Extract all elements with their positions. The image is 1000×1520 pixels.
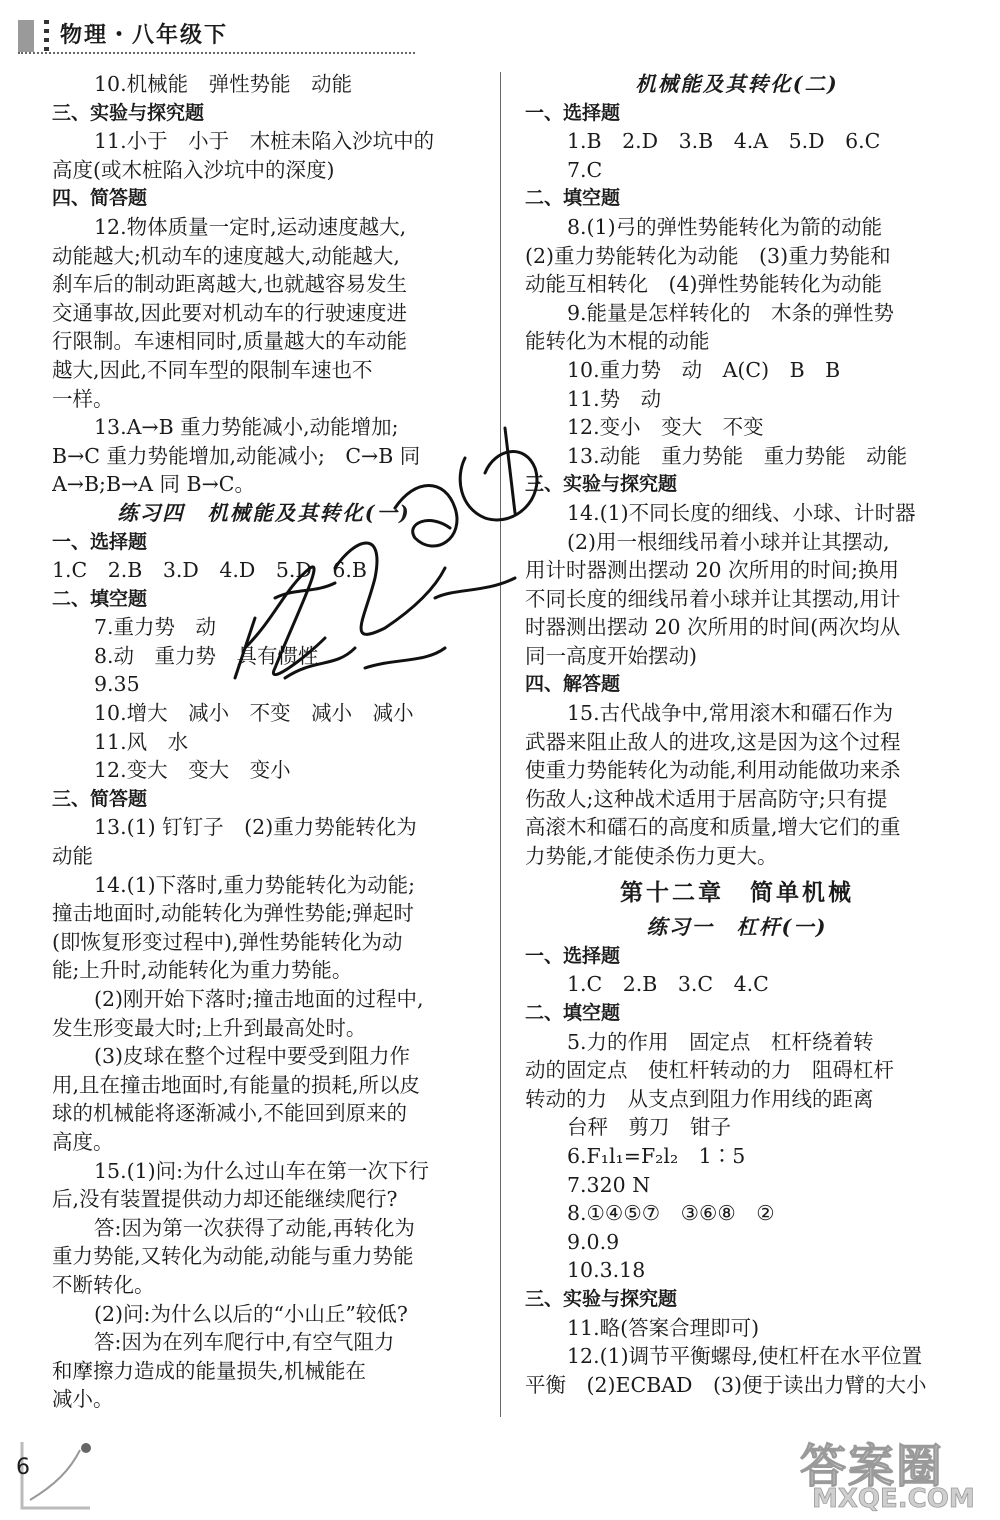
column-divider bbox=[500, 72, 501, 1417]
answer-line: 10.3.18 bbox=[567, 1258, 646, 1283]
answer-line: 1.C 2.B 3.C 4.C bbox=[567, 972, 769, 997]
answer-line: 8.(1)弓的弹性势能转化为箭的动能 bbox=[567, 214, 883, 239]
answer-line: 5.力的作用 固定点 杠杆绕着转 bbox=[567, 1029, 874, 1054]
answer-line: 8.动 重力势 具有惯性 bbox=[94, 643, 319, 668]
answer-line: 11.势 动 bbox=[567, 386, 662, 411]
answer-line: (2)用一根细线吊着小球并让其摆动, bbox=[567, 529, 890, 554]
answer-line: 用计时器测出摆动 20 次所用的时间;换用 bbox=[525, 558, 900, 583]
answer-line: 12.物体质量一定时,运动速度越大, bbox=[94, 214, 407, 239]
section-heading: 二、填空题 bbox=[525, 1002, 621, 1024]
answer-line: B→C 重力势能增加,动能减小; C→B 同 bbox=[52, 443, 421, 468]
answer-line: 撞击地面时,动能转化为弹性势能;弹起时 bbox=[52, 901, 414, 926]
section-heading: 二、填空题 bbox=[52, 587, 148, 610]
section-heading: 一、选择题 bbox=[52, 530, 148, 553]
watermark-sub: MXQE.COM bbox=[812, 1484, 975, 1514]
answer-line: 用,且在撞击地面时,有能量的损耗,所以皮 bbox=[52, 1072, 421, 1097]
answer-line: 10.增大 减小 不变 减小 减小 bbox=[94, 701, 414, 726]
answer-line: 1.C 2.B 3.D 4.D 5.D 6.B bbox=[52, 558, 367, 583]
section-heading: 三、实验与探究题 bbox=[52, 101, 205, 124]
answer-line: 动的固定点 使杠杆转动的力 阻碍杠杆 bbox=[525, 1058, 894, 1083]
answer-line: 台秤 剪刀 钳子 bbox=[567, 1115, 731, 1140]
chapter-title: 第十二章 简单机械 bbox=[620, 879, 854, 906]
answer-line: (即恢复形变过程中),弹性势能转化为动 bbox=[52, 929, 403, 954]
exercise-title: 练习四 机械能及其转化(一) bbox=[117, 500, 411, 525]
answer-line: 7.重力势 动 bbox=[94, 615, 217, 640]
answer-line: 平衡 (2)ECBAD (3)便于读出力臂的大小 bbox=[525, 1372, 927, 1397]
answer-line: 越大,因此,不同车型的限制车速也不 bbox=[52, 357, 373, 382]
section-heading: 三、实验与探究题 bbox=[525, 1287, 678, 1310]
answer-line: 11.风 水 bbox=[94, 729, 189, 754]
header-rule bbox=[18, 52, 415, 54]
answer-line: 8.①④⑤⑦ ③⑥⑧ ② bbox=[567, 1201, 775, 1226]
answer-line: 不同长度的细线吊着小球并让其摆动,用计 bbox=[525, 586, 901, 611]
section-heading: 二、填空题 bbox=[525, 187, 621, 210]
answer-line: 11.略(答案合理即可) bbox=[567, 1315, 760, 1340]
answer-line: 10.重力势 动 A(C) B B bbox=[567, 357, 841, 382]
answer-line: 不断转化。 bbox=[52, 1272, 155, 1297]
answer-line: 13.A→B 重力势能减小,动能增加; bbox=[94, 415, 399, 440]
answer-line: 14.(1)下落时,重力势能转化为动能; bbox=[94, 872, 416, 897]
answer-line: 动能互相转化 (4)弹性势能转化为动能 bbox=[525, 272, 883, 297]
header-title: 物理・八年级下 bbox=[60, 22, 229, 48]
answer-line: 一样。 bbox=[52, 386, 114, 411]
answer-line: 时器测出摆动 20 次所用的时间(两次均从 bbox=[525, 615, 901, 640]
corner-decoration-icon bbox=[20, 1440, 100, 1510]
answer-line: (2)问:为什么以后的“小山丘”较低? bbox=[94, 1301, 408, 1326]
answer-line: 同一高度开始摆动) bbox=[525, 643, 697, 668]
answer-line: (2)刚开始下落时;撞击地面的过程中, bbox=[94, 987, 424, 1011]
answer-line: 动能 bbox=[52, 844, 93, 869]
section-heading: 三、实验与探究题 bbox=[525, 473, 678, 496]
answer-line: 高滚木和礌石的高度和质量,增大它们的重 bbox=[525, 815, 901, 840]
page-header bbox=[0, 0, 1000, 60]
answer-line: 交通事故,因此要对机动车的行驶速度进 bbox=[52, 300, 408, 325]
answer-line: 12.(1)调节平衡螺母,使杠杆在水平位置 bbox=[567, 1344, 923, 1369]
answer-line: 12.变大 变大 变小 bbox=[94, 758, 291, 783]
answer-line: 7.C bbox=[567, 157, 603, 182]
answer-line: 12.变小 变大 不变 bbox=[567, 415, 764, 440]
right-column bbox=[525, 70, 949, 1399]
answer-line: 动能越大;机动车的速度越大,动能越大, bbox=[52, 243, 400, 268]
answer-line: (2)重力势能转化为动能 (3)重力势能和 bbox=[525, 243, 891, 268]
answer-line: 发生形变最大时;上升到最高处时。 bbox=[52, 1015, 367, 1040]
answer-line: 武器来阻止敌人的进攻,这是因为这个过程 bbox=[525, 729, 901, 754]
answer-line: 9.0.9 bbox=[567, 1229, 620, 1254]
answer-line: 1.B 2.D 3.B 4.A 5.D 6.C bbox=[567, 129, 881, 154]
answer-line: 15.古代战争中,常用滚木和礌石作为 bbox=[567, 701, 894, 726]
answer-line: 10.机械能 弹性势能 动能 bbox=[94, 72, 353, 96]
answer-line: 13.动能 重力势能 重力势能 动能 bbox=[567, 443, 908, 468]
answer-line: 能转化为木棍的动能 bbox=[525, 329, 710, 354]
header-dots-decoration bbox=[44, 20, 49, 54]
answer-line: 14.(1)不同长度的细线、小球、计时器 bbox=[567, 500, 916, 525]
answer-line: 能;上升时,动能转化为重力势能。 bbox=[52, 958, 353, 983]
section-heading: 三、简答题 bbox=[52, 787, 148, 810]
answer-line: 和摩擦力造成的能量损失,机械能在 bbox=[52, 1358, 367, 1383]
answer-line: 伤敌人;这种战术适用于居高防守;只有提 bbox=[525, 786, 888, 811]
answer-line: 刹车后的制动距离越大,也就越容易发生 bbox=[52, 272, 408, 297]
answer-line: 高度(或木桩陷入沙坑中的深度) bbox=[52, 157, 335, 182]
exercise-title: 机械能及其转化(二) bbox=[635, 72, 839, 96]
answer-line: 高度。 bbox=[52, 1129, 114, 1154]
answer-line: 使重力势能转化为动能,利用动能做功来杀 bbox=[525, 758, 901, 783]
answer-line: 力势能,才能使杀伤力更大。 bbox=[525, 844, 778, 869]
answer-line: 7.320 N bbox=[567, 1172, 651, 1197]
answer-line: 后,没有装置提供动力却还能继续爬行? bbox=[52, 1187, 398, 1212]
answer-line: 答:因为在列车爬行中,有空气阻力 bbox=[94, 1330, 395, 1355]
exercise-title: 练习一 杠杆(一) bbox=[646, 915, 828, 940]
answer-line: 13.(1) 钉钉子 (2)重力势能转化为 bbox=[94, 815, 417, 840]
page-number: 6 bbox=[16, 1455, 30, 1480]
answer-line: 转动的力 从支点到阻力作用线的距离 bbox=[525, 1086, 874, 1111]
answer-line: 减小。 bbox=[52, 1387, 114, 1412]
answer-line: 11.小于 小于 木桩未陷入沙坑中的 bbox=[94, 129, 435, 154]
answer-line: 15.(1)问:为什么过山车在第一次下行 bbox=[94, 1158, 430, 1183]
section-heading: 四、简答题 bbox=[52, 187, 148, 210]
section-heading: 一、选择题 bbox=[525, 944, 621, 967]
answer-line: 9.35 bbox=[94, 672, 140, 697]
watermark-main: 答案圈 bbox=[800, 1439, 944, 1493]
answer-line: 球的机械能将逐渐减小,不能回到原来的 bbox=[52, 1101, 408, 1126]
section-heading: 一、选择题 bbox=[525, 101, 621, 124]
watermark bbox=[800, 1430, 990, 1514]
section-heading: 四、解答题 bbox=[525, 673, 621, 696]
left-column bbox=[52, 70, 476, 1414]
answer-line: 9.能量是怎样转化的 木条的弹性势 bbox=[567, 300, 895, 325]
answer-line: (3)皮球在整个过程中要受到阻力作 bbox=[94, 1044, 411, 1069]
answer-line: 答:因为第一次获得了动能,再转化为 bbox=[94, 1215, 415, 1240]
header-bar-decoration bbox=[18, 20, 34, 52]
answer-line: A→B;B→A 同 B→C。 bbox=[52, 472, 255, 497]
answer-line: 行限制。车速相同时,质量越大的车动能 bbox=[52, 329, 408, 354]
answer-line: 重力势能,又转化为动能,动能与重力势能 bbox=[52, 1244, 414, 1269]
answer-line: 6.F₁l₁=F₂l₂ 1∶5 bbox=[567, 1143, 746, 1168]
